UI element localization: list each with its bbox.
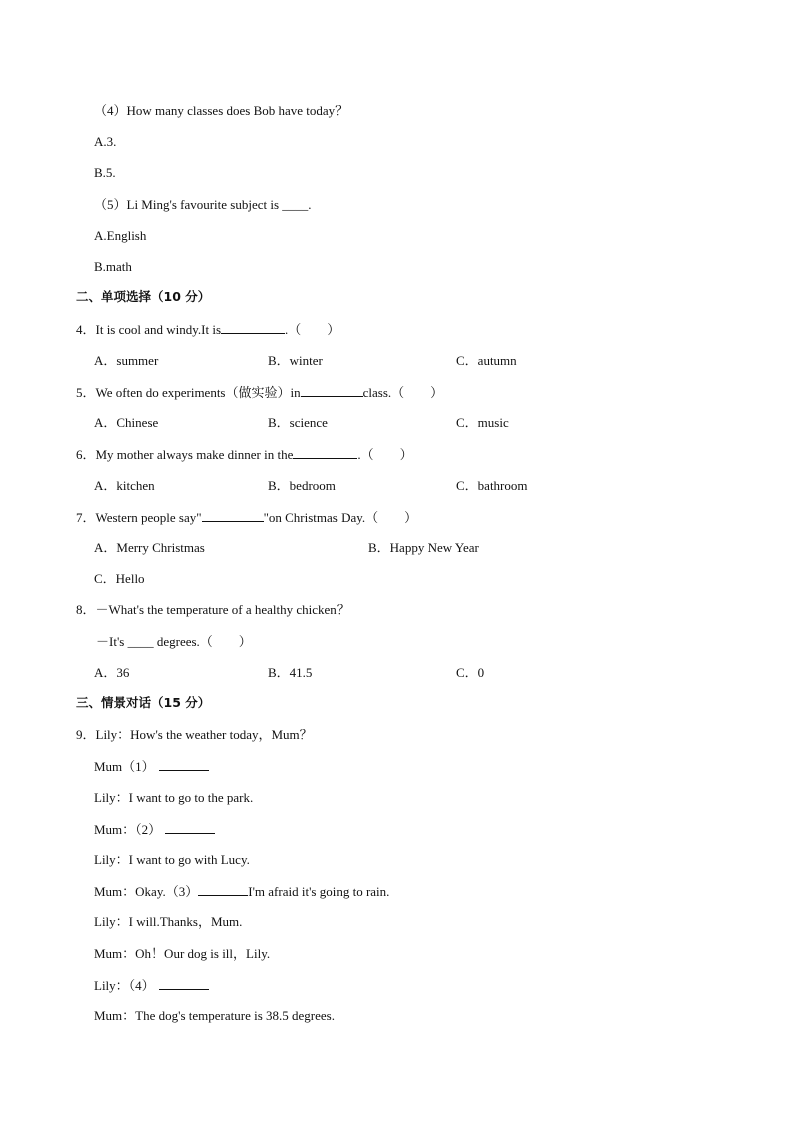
option-b[interactable]: B．science bbox=[268, 415, 328, 430]
question-4-stem: 4．It is cool and windy.It is .（ ） bbox=[76, 322, 341, 337]
option-b[interactable]: B.math bbox=[94, 259, 132, 274]
section-title-dialogue: 三、情景对话（15 分） bbox=[76, 695, 211, 710]
option-c[interactable]: C．music bbox=[456, 415, 509, 430]
dialogue-line: Mum（1） bbox=[94, 758, 209, 775]
question-5-text: （5）Li Ming's favourite subject is ____. bbox=[94, 197, 312, 212]
option-a[interactable]: A.English bbox=[94, 228, 147, 243]
option-c[interactable]: C．Hello bbox=[94, 571, 145, 586]
option-b[interactable]: B．bedroom bbox=[268, 478, 336, 493]
answer-blank[interactable] bbox=[221, 321, 285, 334]
option-b[interactable]: B.5. bbox=[94, 165, 116, 180]
dialogue-line: Lily：I want to go with Lucy. bbox=[94, 852, 250, 867]
option-a[interactable]: A．summer bbox=[94, 353, 159, 368]
question-4-text: （4）How many classes does Bob have today？ bbox=[94, 103, 349, 118]
question-8-response: －It's ____ degrees.（ ） bbox=[96, 634, 252, 649]
section-title-multiple-choice: 二、单项选择（10 分） bbox=[76, 289, 211, 304]
dialogue-blank-2[interactable] bbox=[165, 821, 215, 834]
dialogue-line: Lily：I will.Thanks，Mum. bbox=[94, 914, 243, 929]
dialogue-line: Lily：I want to go to the park. bbox=[94, 790, 254, 805]
option-c[interactable]: C．bathroom bbox=[456, 478, 528, 493]
dialogue-line: 9．Lily：How's the weather today，Mum？ bbox=[76, 727, 313, 742]
dialogue-line: Mum：（2） bbox=[94, 821, 215, 838]
dialogue-line: Mum：Okay.（3） I'm afraid it's going to rain. bbox=[94, 884, 390, 899]
option-a[interactable]: A.3. bbox=[94, 134, 117, 149]
option-a[interactable]: A．36 bbox=[94, 665, 130, 680]
dialogue-blank-1[interactable] bbox=[159, 758, 209, 771]
option-b[interactable]: B．41.5 bbox=[268, 665, 313, 680]
dialogue-blank-4[interactable] bbox=[159, 977, 209, 990]
question-8-stem: 8．－What's the temperature of a healthy chicken？ bbox=[76, 602, 350, 617]
question-5-stem: 5．We often do experiments（做实验）in class.（ ） bbox=[76, 385, 444, 400]
dialogue-line: Mum：Oh！Our dog is ill，Lily. bbox=[94, 946, 271, 961]
answer-blank[interactable] bbox=[202, 509, 264, 522]
answer-blank[interactable] bbox=[293, 446, 357, 459]
answer-blank[interactable] bbox=[301, 384, 363, 397]
dialogue-line: Mum：The dog's temperature is 38.5 degrees. bbox=[94, 1008, 335, 1023]
option-c[interactable]: C．autumn bbox=[456, 353, 517, 368]
option-a[interactable]: A．Merry Christmas bbox=[94, 540, 205, 555]
option-b[interactable]: B．winter bbox=[268, 353, 323, 368]
dialogue-line: Lily：（4） bbox=[94, 977, 209, 994]
question-7-stem: 7．Western people say" "on Christmas Day.（ ） bbox=[76, 510, 418, 525]
question-6-stem: 6．My mother always make dinner in the .（ ） bbox=[76, 447, 413, 462]
option-a[interactable]: A．kitchen bbox=[94, 478, 155, 493]
dialogue-blank-3[interactable] bbox=[198, 883, 248, 896]
option-b[interactable]: B．Happy New Year bbox=[368, 540, 479, 555]
option-a[interactable]: A．Chinese bbox=[94, 415, 159, 430]
option-c[interactable]: C．0 bbox=[456, 665, 485, 680]
